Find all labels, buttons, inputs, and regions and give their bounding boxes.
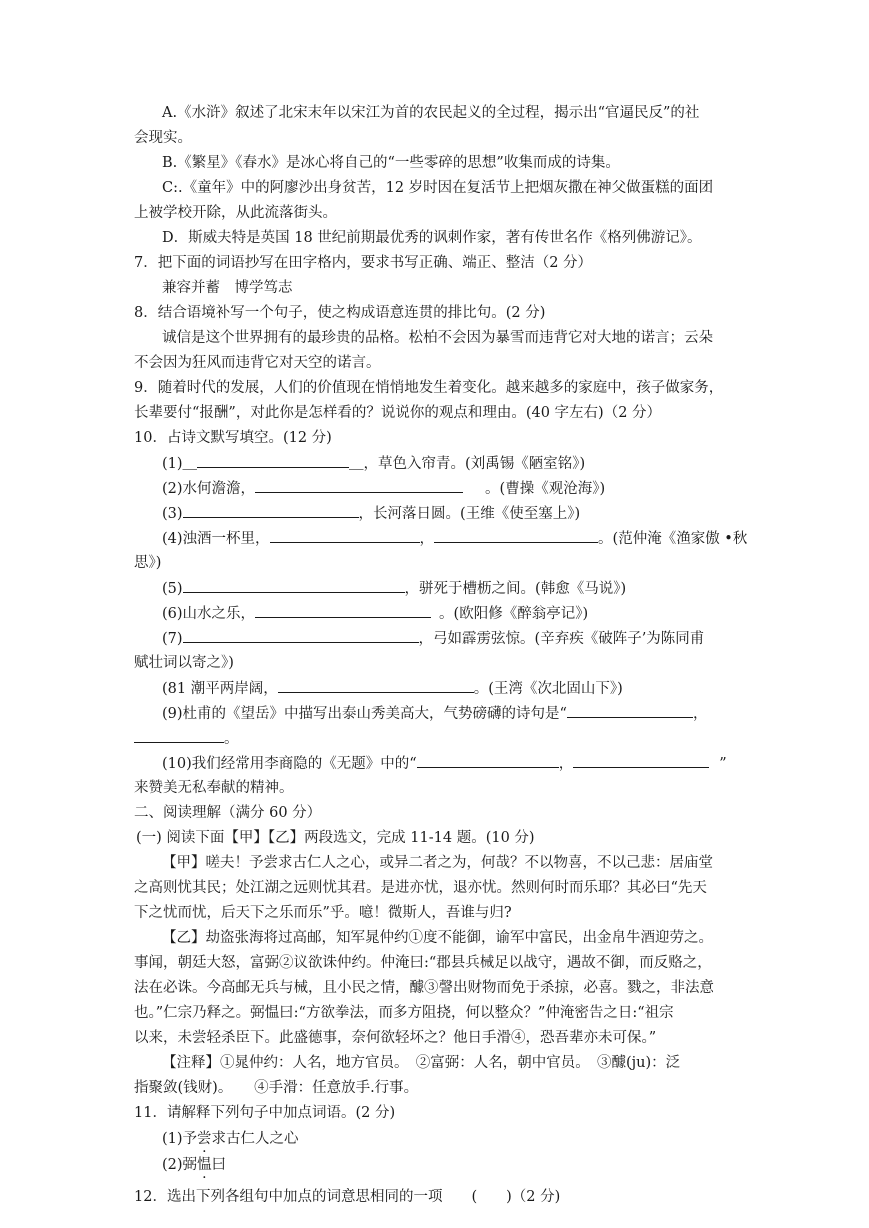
notes-line2: 指聚敛(钱财)。 ④手滑：任意放手.行事。 [134,1080,419,1096]
q11-sentence-1 [162,1129,299,1149]
passage-yi-line5: 以来，未尝轻杀臣下。此盛德事，奈何欲轻坏之？他日手滑④，恐吾辈亦未可保。” [134,1030,657,1046]
q9-line2: 长辈要付“报酬”，对此你是怎样看的？说说你的观点和理由。(40 字左右)（2 分） [134,405,662,421]
q10-item-4-suffix: 。(范仲淹《渔家傲 •秋 [598,531,748,547]
passage-jia-line3: 下之忧而忧，后天下之乐而乐”乎。噫！微斯人，吾谁与归? [134,905,512,921]
q10-item-4-cont: 思》) [134,555,162,571]
section-2-part-1: (一) 阅读下面【甲】【乙】两段选文，完成 11-14 题。(10 分) [136,830,535,846]
option-c-line1: C:.《童年》中的阿廖沙出身贫苦，12 岁时因在复活节上把烟灰撒在神父做蛋糕的面团 [162,180,714,196]
notes-line1: 【注释】①晁仲约：人名，地方官员。 ②富弼：人名，朝中官员。 ③醵(ju)：泛 [162,1055,681,1071]
q10-item-2-suffix: 。(曹操《观沧海》) [485,481,606,497]
passage-yi-line1: 【乙】劫盗张海将过高邮，知军晁仲约①度不能御，谕军中富民，出金帛牛酒迎劳之。 [162,930,713,946]
q10-item-7 [162,628,704,649]
q10-item-3-prefix: (3) [162,506,183,522]
q10-item-1-suffix: ＿，草色入帘青。(刘禹锡《陋室铭》) [349,456,586,472]
q10-item-5 [162,578,626,599]
answer-blank[interactable] [183,578,405,593]
passage-yi-line4: 也。”仁宗乃释之。弼愠曰:“方欲拳法，而多方阻挠，何以整众？”仲淹密告之日:“祖宗 [134,1005,674,1021]
q10-item-10-prefix: (10)我们经常用李商隐的《无题》中的“ [162,756,417,772]
q10-item-9-suffix: 。 [224,731,239,747]
option-d: D．斯威夫特是英国 18 世纪前期最优秀的讽刺作家，著有传世名作《格列佛游记》。 [162,230,702,246]
option-b: B.《繁星》《春水》是冰心将自己的“一些零碎的思想”收集而成的诗集。 [162,155,620,171]
option-a-line2: 会现实。 [134,130,192,146]
q8-stem: 8．结合语境补写一个句子，使之构成语意连贯的排比句。(2 分) [134,305,546,321]
passage-yi-line3: 法在必诛。今高邮无兵与械，且小民之情，醵③謦出财物而免于杀掠，必喜。戮之，非法意 [134,980,714,996]
q8-text-line2: 不会因为狂风而违背它对天空的诺言。 [134,355,381,371]
answer-blank[interactable] [278,678,474,693]
q10-item-3 [162,503,580,524]
q10-item-2 [162,478,605,499]
q10-stem: 10．占诗文默写填空。(12 分) [134,430,332,446]
q10-item-3-suffix: ，长河落日圆。(王维《使至塞上》) [358,506,581,522]
q10-item-1-prefix: (1)＿ [162,456,198,472]
answer-blank[interactable] [183,503,359,518]
option-c-line2: 上被学校开除，从此流落街头。 [134,205,337,221]
answer-blank[interactable] [417,753,559,768]
q10-item-6-prefix: (6)山水之乐， [162,606,256,622]
q10-item-10-cont: 来赞美无私奉献的精神。 [134,780,294,796]
q11-s2-after: 曰 [211,1157,227,1173]
q7-words: 兼容并蓄 博学笃志 [162,280,293,296]
q11-s2-before: (2)弼 [162,1157,198,1173]
q9-line1: 9．随着时代的发展，人们的价值现在悄悄地发生着变化。越来越多的家庭中，孩子做家务， [134,380,724,396]
section-2-title: 二、阅读理解（满分 60 分） [134,805,322,821]
emphasis-dot-word: 愠 [197,1157,212,1173]
q10-item-7-prefix: (7) [162,631,183,647]
q10-item-4-prefix: (4)浊酒一杯里， [162,531,270,547]
q10-item-10 [162,753,727,774]
q10-item-8 [162,678,623,699]
q10-item-7-cont: 赋壮词以寄之》) [134,655,234,671]
q11-s1-before: (1)予 [162,1131,198,1147]
answer-blank[interactable] [255,478,463,493]
passage-jia-line1: 【甲】嗟夫！予尝求古仁人之心，或异二者之为，何哉？不以物喜，不以己悲：居庙堂 [162,855,713,871]
emphasis-dot-word: 尝 [197,1131,212,1147]
q12-stem: 12．选出下列各组句中加点的词意思相同的一项 ( )（2 分) [134,1189,561,1205]
q10-item-6-suffix: 。(欧阳修《醉翁亭记》) [439,606,589,622]
answer-blank[interactable] [573,753,709,768]
answer-blank[interactable] [255,603,431,618]
q10-item-10-mid: ， [558,756,574,772]
q10-item-4-mid: ， [419,531,435,547]
q10-item-4 [162,528,747,549]
q10-item-5-suffix: ，骈死于槽枥之间。(韩愈《马说》) [404,581,627,597]
q10-item-9-mid: ， [692,706,708,722]
q10-item-6 [162,603,588,624]
q11-sentence-2 [162,1155,226,1175]
q10-item-10-suffix: ” [719,756,727,772]
q10-item-9-cont [134,728,239,749]
answer-blank[interactable] [270,528,420,543]
q10-item-5-prefix: (5) [162,581,183,597]
q11-stem: 11．请解释下列句子中加点词语。(2 分) [134,1105,396,1121]
q10-item-7-suffix: ，弓如霹雳弦惊。(辛弃疾《破阵子’为陈同甫 [418,631,705,647]
answer-blank[interactable] [434,528,598,543]
answer-blank[interactable] [567,703,693,718]
passage-yi-line2: 事闻，朝廷大怒，富弼②议欲诛仲约。仲淹曰:“郡县兵械足以战守，遇故不御，而反赂之， [134,955,712,971]
q10-item-2-prefix: (2)水何澹澹， [162,481,256,497]
answer-blank[interactable] [197,453,349,468]
option-a-line1: A.《水浒》叙述了北宋末年以宋江为首的农民起义的全过程，揭示出“官逼民反”的社 [162,105,700,121]
q10-item-8-suffix: 。(王湾《次北固山下》) [473,681,623,697]
answer-blank[interactable] [183,628,419,643]
q10-item-9 [162,703,707,724]
q10-item-8-prefix: (81 潮平两岸阔， [162,681,278,697]
answer-blank[interactable] [134,728,224,743]
q7-stem: 7．把下面的词语抄写在田字格内，要求书写正确、端正、整洁（2 分） [134,255,593,271]
q10-item-1 [162,453,585,474]
passage-jia-line2: 之高则忧其民；处江湖之远则忧其君。是进亦忧，退亦忧。然则何时而乐耶？其必曰“先天 [134,880,707,896]
q11-s1-after: 求古仁人之心 [211,1131,299,1147]
q8-text-line1: 诚信是这个世界拥有的最珍贵的品格。松柏不会因为暴雪而违背它对大地的诺言；云朵 [162,330,713,346]
q10-item-9-prefix: (9)杜甫的《望岳》中描写出泰山秀美高大，气势磅礴的诗句是“ [162,706,567,722]
